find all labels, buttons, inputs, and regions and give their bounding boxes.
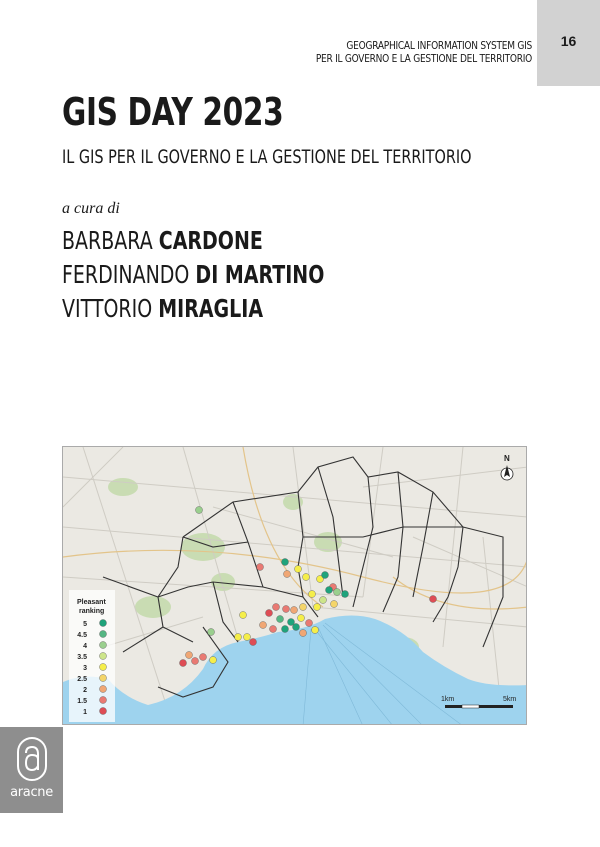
- publisher-name: aracne: [10, 785, 53, 800]
- legend-level-label: 2.5: [77, 676, 87, 683]
- legend-title-line-1: Pleasant: [77, 599, 106, 606]
- author-2: [62, 260, 324, 289]
- author-first-name: VITTORIO: [62, 294, 153, 323]
- legend-level-label: 4: [83, 643, 87, 650]
- north-label: N: [504, 454, 510, 463]
- legend-level-label: 3.5: [77, 654, 87, 661]
- legend-level-label: 4.5: [77, 632, 87, 639]
- cover-map-image: [62, 446, 527, 725]
- legend-level-label: 1: [83, 709, 87, 716]
- author-last-name: DI MARTINO: [195, 260, 325, 289]
- legend-swatch: [100, 708, 107, 715]
- legend-swatch: [100, 631, 107, 638]
- series-line-2: PER IL GOVERNO E LA GESTIONE DEL TERRITORIO: [315, 53, 532, 65]
- series-number: 16: [560, 33, 577, 49]
- author-last-name: MIRAGLIA: [158, 294, 264, 323]
- legend-level-label: 1.5: [77, 698, 87, 705]
- legend-swatch: [100, 686, 107, 693]
- map-legend: [69, 590, 115, 722]
- author-first-name: BARBARA: [62, 226, 153, 255]
- legend-swatch: [100, 620, 107, 627]
- author-1: [62, 226, 263, 255]
- book-subtitle: IL GIS PER IL GOVERNO E LA GESTIONE DEL TERRITORIO: [62, 146, 472, 168]
- legend-title-line-2: ranking: [79, 608, 105, 615]
- author-3: [62, 294, 263, 323]
- legend-swatch: [100, 664, 107, 671]
- editors-label: a cura di: [62, 200, 120, 217]
- legend-swatch: [100, 642, 107, 649]
- author-first-name: FERDINANDO: [62, 260, 190, 289]
- series-number-box: [537, 0, 600, 86]
- scale-label-1km: 1km: [441, 696, 455, 703]
- author-last-name: CARDONE: [158, 226, 263, 255]
- publisher-logo: [0, 727, 63, 813]
- series-line-1: GEOGRAPHICAL INFORMATION SYSTEM GIS: [346, 40, 532, 52]
- legend-swatch: [100, 653, 107, 660]
- series-title: [298, 40, 532, 66]
- scale-label-5km: 5km: [503, 696, 517, 703]
- map-svg: [63, 447, 527, 725]
- legend-level-label: 2: [83, 687, 87, 694]
- legend-level-label: 5: [83, 621, 87, 628]
- legend-swatch: [100, 675, 107, 682]
- legend-swatch: [100, 697, 107, 704]
- aracne-logo-icon: [17, 737, 47, 781]
- book-title: GIS DAY 2023: [62, 90, 284, 134]
- legend-level-label: 3: [83, 665, 87, 672]
